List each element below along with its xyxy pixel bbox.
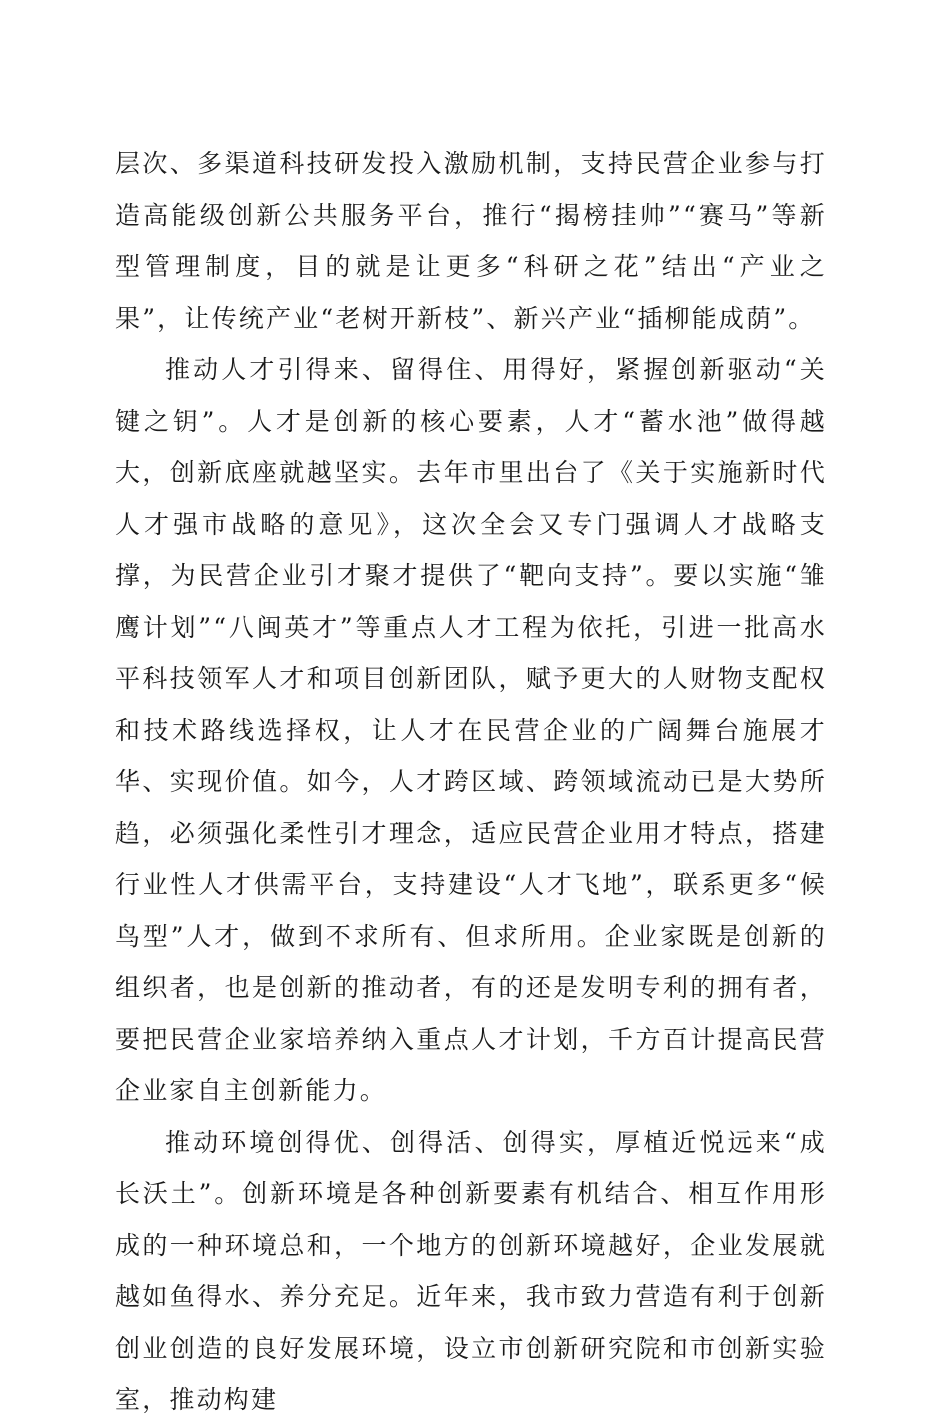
document-body [115,138,827,1426]
paragraph-continuation: 层次、多渠道科技研发投入激励机制，支持民营企业参与打造高能级创新公共服务平台，推行“揭榜挂帅”“赛马”等新型管理制度，目的就是让更多“科研之花”结出“产业之果”，让传统产业“老树开新枝”、新兴产业“插柳能成荫”。 [115,149,827,333]
paragraph-talent: 推动人才引得来、留得住、用得好，紧握创新驱动“关键之钥”。人才是创新的核心要素，人才“蓄水池”做得越大，创新底座就越坚实。去年市里出台了《关于实施新时代人才强市战略的意见》，这次全会又专门强调人才战略支撑，为民营企业引才聚才提供了“靶向支持”。要以实施“雏鹰计划”“八闽英才”等重点人才工程为依托，引进一批高水平科技领军人才和项目创新团队，赋予更大的人财物支配权和技术路线选择权，让人才在民营企业的广阔舞台施展才华、实现价值。如今，人才跨区域、跨领域流动已是大势所趋，必须强化柔性引才理念，适应民营企业用才特点，搭建行业性人才供需平台，支持建设“人才飞地”，联系更多“候鸟型”人才，做到不求所有、但求所用。企业家既是创新的组织者，也是创新的推动者，有的还是发明专利的拥有者，要把民营企业家培养纳入重点人才计划，千方百计提高民营企业家自主创新能力。 [115,355,827,1105]
paragraph-environment: 推动环境创得优、创得活、创得实，厚植近悦远来“成长沃土”。创新环境是各种创新要素有机结合、相互作用形成的一种环境总和，一个地方的创新环境越好，企业发展就越如鱼得水、养分充足。近年来，我市致力营造有利于创新创业创造的良好发展环境，设立市创新研究院和市创新实验室，推动构建 [115,1127,827,1414]
